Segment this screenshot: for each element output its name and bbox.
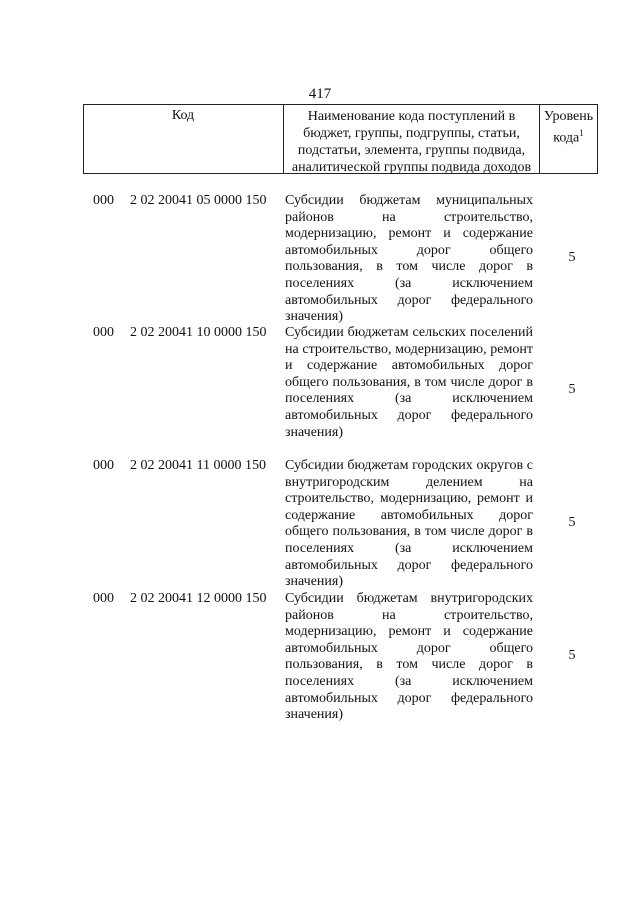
row-admin-code: 000 (93, 325, 114, 340)
row-description: Субсидии бюджетам сельских поселений на строительство, модернизацию, ремонт и содержание автомобильных дорог общего пользования, в том числе дорог в поселениях (за исключением автомобильных дорог федерального значения) (285, 325, 533, 440)
row-admin-code: 000 (93, 193, 114, 208)
row-level: 5 (568, 250, 576, 265)
column-divider (597, 105, 598, 173)
row-admin-code: 000 (93, 458, 114, 473)
row-revenue-code: 2 02 20041 05 0000 150 (130, 193, 267, 208)
header-level-footnote: 1 (579, 128, 584, 138)
row-description: Субсидии бюджетам муниципальных районов на строительство, модернизацию, ремонт и содержание автомобильных дорог общего пользования, в том числе дорог в поселениях (за исключением автомобильных дорог федерального значения) (285, 193, 533, 325)
row-description: Субсидии бюджетам внутригородских районов на строительство, модернизацию, ремонт и содержание автомобильных дорог общего пользования, в том числе дорог в поселениях (за исключением автомобильных дорог федерального значения) (285, 591, 533, 723)
row-admin-code: 000 (93, 591, 114, 606)
row-revenue-code: 2 02 20041 10 0000 150 (130, 325, 267, 340)
row-level: 5 (568, 382, 576, 397)
header-code: Код (171, 108, 195, 123)
header-level (540, 108, 597, 147)
row-revenue-code: 2 02 20041 12 0000 150 (130, 591, 267, 606)
table-header (83, 104, 598, 174)
row-level: 5 (568, 515, 576, 530)
row-level: 5 (568, 648, 576, 663)
header-name: Наименование кода поступлений в бюджет, группы, подгруппы, статьи, подстатьи, элемента, группы подвида, аналитической группы подвида доходов (291, 109, 532, 175)
row-description: Субсидии бюджетам городских округов с внутригородским делением на строительство, модернизацию, ремонт и содержание автомобильных дорог общего пользования, в том числе дорог в поселениях (за исключением автомобильных дорог федерального значения) (285, 458, 533, 590)
page-number: 417 (308, 86, 332, 102)
header-level-label: Уровень кода (543, 109, 594, 146)
row-revenue-code: 2 02 20041 11 0000 150 (130, 458, 266, 473)
